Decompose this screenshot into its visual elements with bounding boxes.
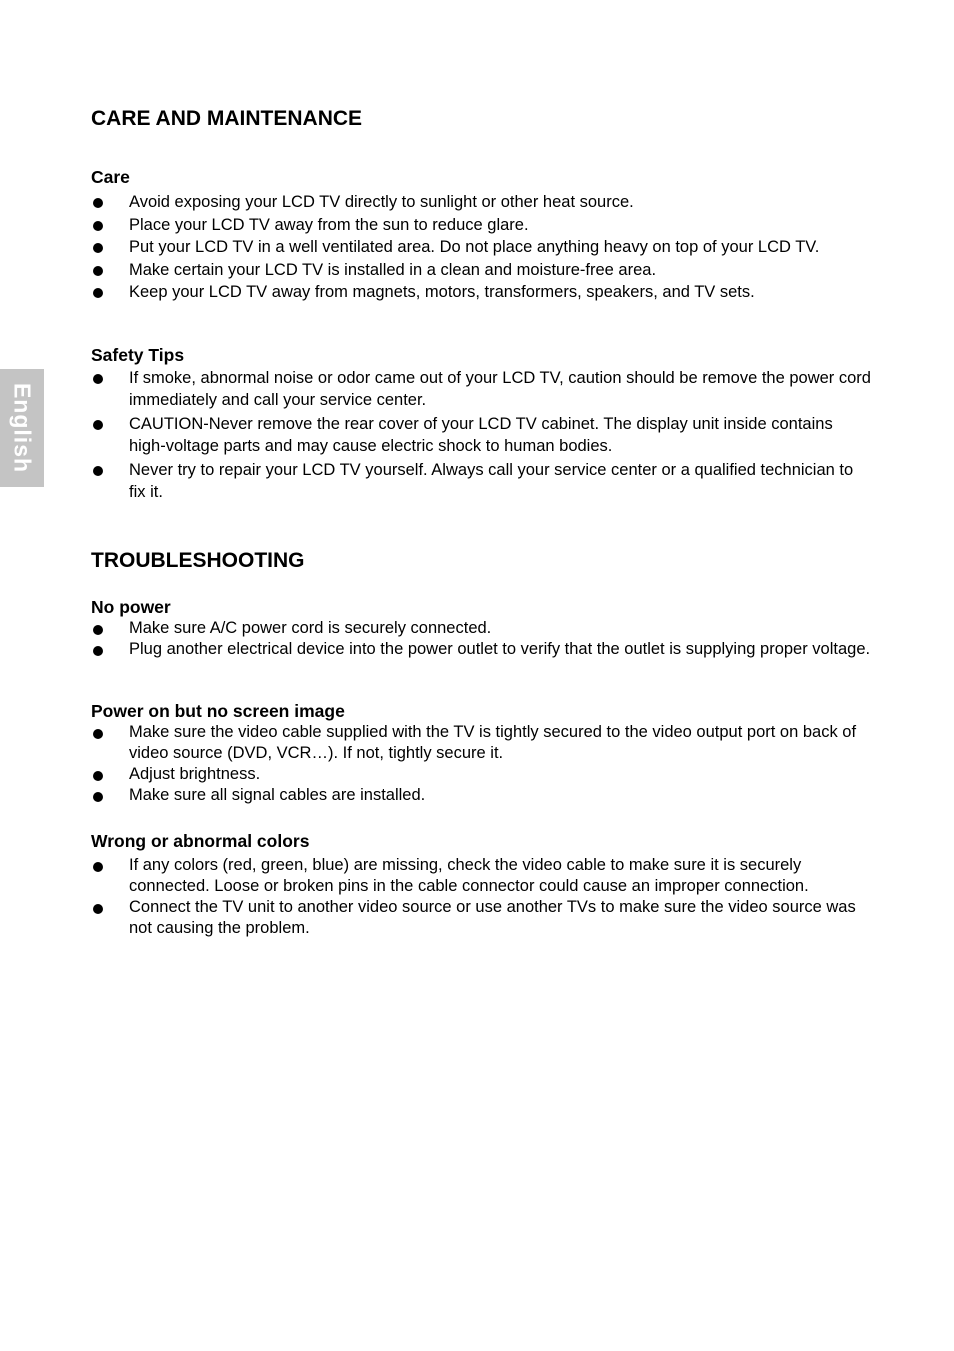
safety-tips-list — [91, 367, 871, 503]
list-item: Adjust brightness. — [91, 764, 871, 785]
list-item: Place your LCD TV away from the sun to reduce glare. — [91, 214, 871, 236]
no-image-list — [91, 722, 871, 806]
list-item: Never try to repair your LCD TV yourself. Always call your service center or a qualified technician to fix it. — [91, 459, 871, 503]
list-item: Make sure A/C power cord is securely connected. — [91, 618, 871, 639]
safety-tips-heading: Safety Tips — [91, 345, 185, 365]
language-side-tab — [0, 369, 44, 487]
language-tab-label: English — [9, 382, 36, 474]
list-item: If any colors (red, green, blue) are missing, check the video cable to make sure it is securely connected. Loose or broken pins in the cable connector could cause an improper connection. — [91, 855, 871, 897]
no-power-heading: No power — [91, 597, 171, 617]
list-item: Plug another electrical device into the power outlet to verify that the outlet is supplying proper voltage. — [91, 639, 871, 660]
no-power-list — [91, 618, 871, 660]
list-item: Keep your LCD TV away from magnets, motors, transformers, speakers, and TV sets. — [91, 281, 871, 303]
list-item: Connect the TV unit to another video source or use another TVs to make sure the video source was not causing the problem. — [91, 897, 871, 939]
list-item: Put your LCD TV in a well ventilated area. Do not place anything heavy on top of your LCD TV. — [91, 236, 871, 258]
no-image-heading: Power on but no screen image — [91, 701, 345, 721]
list-item: If smoke, abnormal noise or odor came out of your LCD TV, caution should be remove the power cord immediately and call your service center. — [91, 367, 871, 411]
list-item: Avoid exposing your LCD TV directly to sunlight or other heat source. — [91, 191, 871, 213]
list-item: CAUTION-Never remove the rear cover of your LCD TV cabinet. The display unit inside contains high-voltage parts and may cause electric shock to human bodies. — [91, 413, 871, 457]
abnormal-colors-list — [91, 855, 871, 939]
list-item: Make sure the video cable supplied with the TV is tightly secured to the video output port on back of video source (DVD, VCR…). If not, tightly secure it. — [91, 722, 871, 764]
care-maintenance-title: CARE AND MAINTENANCE — [91, 107, 363, 130]
care-list — [91, 191, 871, 303]
troubleshooting-title: TROUBLESHOOTING — [91, 549, 305, 572]
abnormal-colors-heading: Wrong or abnormal colors — [91, 831, 310, 851]
list-item: Make sure all signal cables are installed. — [91, 785, 871, 806]
list-item: Make certain your LCD TV is installed in a clean and moisture-free area. — [91, 259, 871, 281]
care-heading: Care — [91, 167, 130, 187]
